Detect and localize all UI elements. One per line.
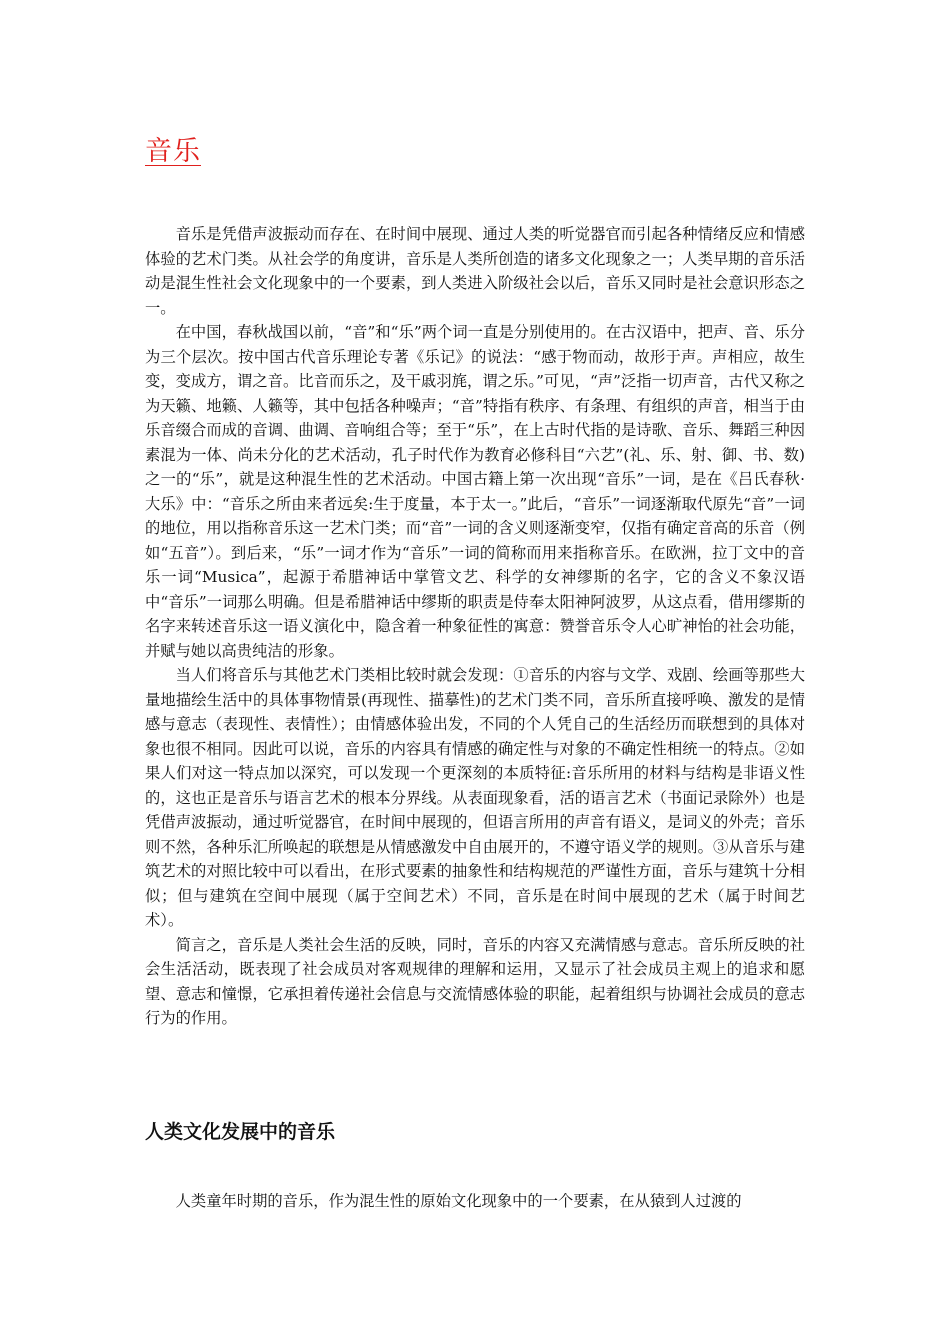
- paragraph-section-intro: 人类童年时期的音乐，作为混生性的原始文化现象中的一个要素，在从猿到人过渡的: [175, 1192, 742, 1210]
- paragraph-etymology: 在中国，春秋战国以前，“音”和“乐”两个词一直是分别使用的。在古汉语中，把声、音、乐分为三个层次。按中国古代音乐理论专著《乐记》的说法：“感于物而动，故形于声。声相应，故生变，变成方，谓之音。比音而乐之，及干戚羽旄，谓之乐。”可见，“声”泛指一切声音，古代又称之为天籁、地籁、人籁等，其中包括各种噪声；“音”特指有秩序、有条理、有组织的声音，相当于由乐音缀合而成的音调、曲调、音响组合等；至于“乐”，在上古时代指的是诗歌、音乐、舞蹈三种因素混为一体、尚未分化的艺术活动，孔子时代作为教育必修科目“六艺”(礼、乐、射、御、书、数)之一的“乐”，就是这种混生性的艺术活动。中国古籍上第一次出现“音乐”一词，是在《吕氏春秋·大乐》中：“音乐之所由来者远矣:生于度量，本于太一。”此后，“音乐”一词逐渐取代原先“音”一词的地位，用以指称音乐这一艺术门类；而“音”一词的含义则逐渐变窄，仅指有确定音高的乐音（例如“五音”）。到后来，“乐”一词才作为“音乐”一词的简称而用来指称音乐。在欧洲，拉丁文中的音乐一词“Musica”，起源于希腊神话中掌管文艺、科学的女神缪斯的名字，它的含义不象汉语中“音乐”一词那么明确。但是希腊神话中缪斯的职责是侍奉太阳神阿波罗，从这点看，借用缪斯的名字来转述音乐这一语义演化中，隐含着一种象征性的寓意：赞誉音乐令人心旷神怡的社会功能，并赋与她以高贵纯洁的形象。: [145, 323, 805, 660]
- section-heading: 人类文化发展中的音乐: [145, 1121, 336, 1143]
- body-text: [145, 222, 805, 1031]
- paragraph-definition: 音乐是凭借声波振动而存在、在时间中展现、通过人类的听觉器官而引起各种情绪反应和情感体验的艺术门类。从社会学的角度讲，音乐是人类所创造的诸多文化现象之一；人类早期的音乐活动是混生性社会文化现象中的一个要素，到人类进入阶级社会以后，音乐又同时是社会意识形态之一。: [145, 225, 805, 317]
- document-title: 音乐: [145, 136, 201, 167]
- section-body-text: [145, 1189, 805, 1214]
- paragraph-summary: 简言之，音乐是人类社会生活的反映，同时，音乐的内容又充满情感与意志。音乐所反映的社会生活活动，既表现了社会成员对客观规律的理解和运用，又显示了社会成员主观上的追求和愿望、意志和憧憬，它承担着传递社会信息与交流情感体验的职能，起着组织与协调社会成员的意志行为的作用。: [145, 935, 805, 1027]
- paragraph-comparison: 当人们将音乐与其他艺术门类相比较时就会发现：①音乐的内容与文学、戏剧、绘画等那些大量地描绘生活中的具体事物情景(再现性、描摹性)的艺术门类不同，音乐所直接呼唤、激发的是情感与意志（表现性、表情性）；由情感体验出发，不同的个人凭自己的生活经历而联想到的具体对象也很不相同。因此可以说，音乐的内容具有情感的确定性与对象的不确定性相统一的特点。②如果人们对这一特点加以深究，可以发现一个更深刻的本质特征:音乐所用的材料与结构是非语义性的，这也正是音乐与语言艺术的根本分界线。从表面现象看，活的语言艺术（书面记录除外）也是凭借声波振动，通过听觉器官，在时间中展现的，但语言所用的声音有语义，是词义的外壳；音乐则不然，各种乐汇所唤起的联想是从情感激发中自由展开的，不遵守语义学的规则。③从音乐与建筑艺术的对照比较中可以看出，在形式要素的抽象性和结构规范的严谨性方面，音乐与建筑十分相似；但与建筑在空间中展现（属于空间艺术）不同，音乐是在时间中展现的艺术（属于时间艺术）。: [145, 666, 805, 929]
